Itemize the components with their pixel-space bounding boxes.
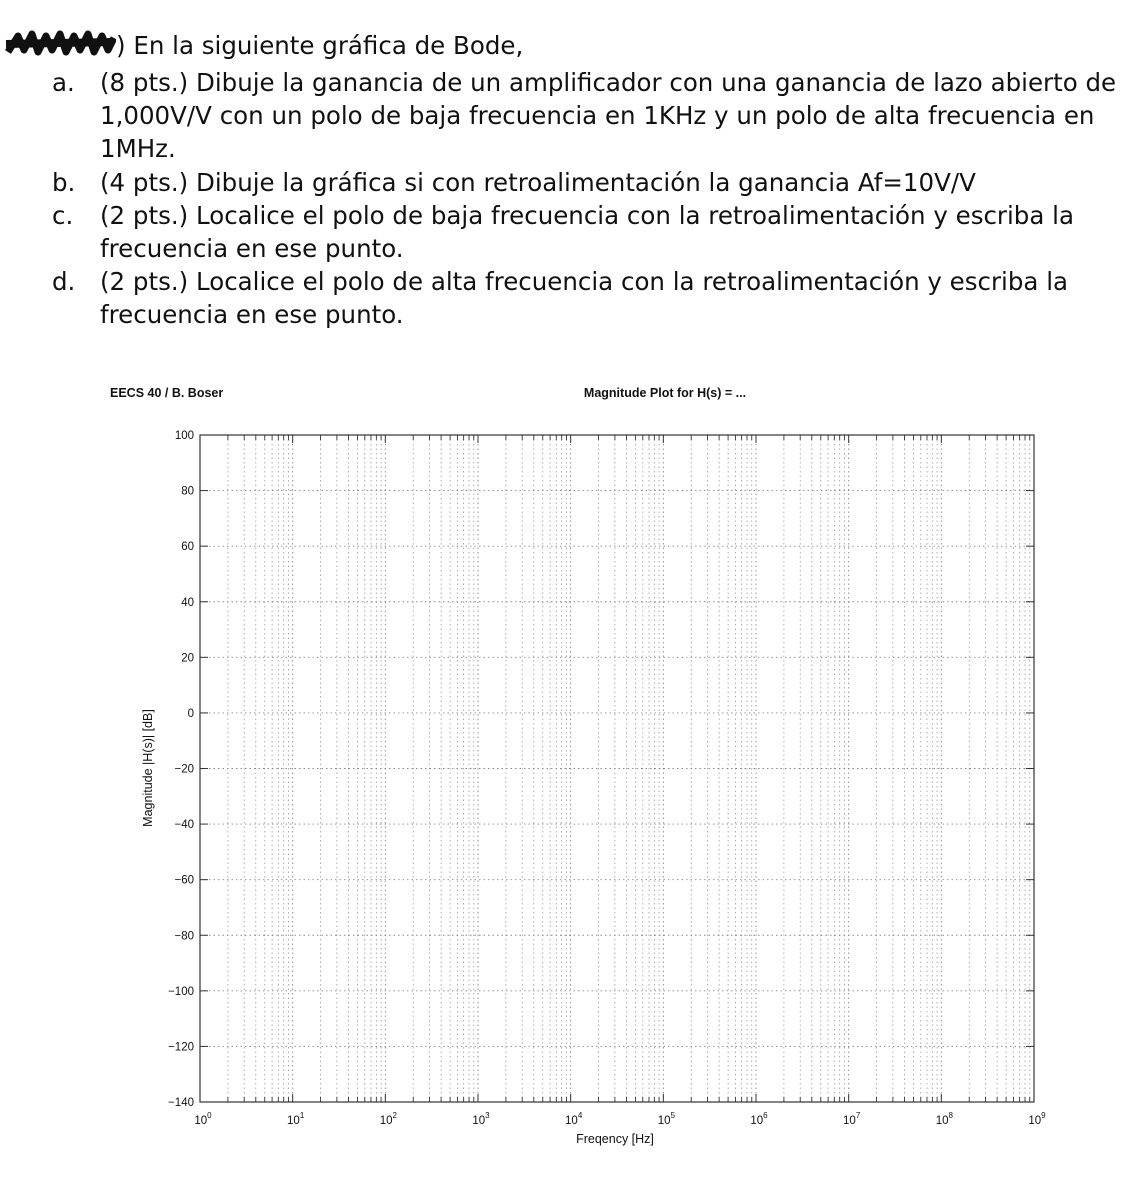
y-tick-label: 80 (181, 485, 194, 498)
y-tick-label: 100 (174, 430, 194, 442)
grid (200, 435, 1034, 1102)
bode-magnitude-chart (0, 370, 1144, 1170)
y-tick-label: 60 (181, 541, 194, 554)
y-tick-label: −60 (174, 874, 194, 887)
x-tick-label: $10^1$ (287, 1111, 305, 1127)
scribbled-out-number (4, 28, 116, 60)
x-tick-label: $10^3$ (472, 1111, 490, 1127)
item-text: (8 pts.) Dibuje la ganancia de un amplificador con una ganancia de lazo abierto de 1,000V/V con un polo de baja frecuencia en 1KHz y un polo de alta frecuencia en 1MHz. (100, 68, 1117, 163)
y-tick-label: 20 (181, 652, 194, 665)
chart-header-left: EECS 40 / B. Boser (110, 386, 224, 400)
y-tick-label: −100 (168, 985, 194, 998)
x-tick-label: $10^5$ (657, 1111, 675, 1127)
plot-frame (200, 435, 1034, 1102)
y-tick-label: −20 (174, 763, 194, 776)
y-tick-label: 40 (181, 596, 194, 609)
x-tick-label: $10^7$ (843, 1111, 861, 1127)
x-tick-label: $10^2$ (379, 1111, 397, 1127)
axes (168, 430, 1046, 1127)
item-text: (2 pts.) Localice el polo de baja frecuencia con la retroalimentación y escriba la frecuencia en ese punto. (100, 201, 1074, 263)
item-label: a. (52, 68, 75, 97)
chart-title: Magnitude Plot for H(s) = ... (583, 386, 747, 400)
x-tick-label: $10^4$ (565, 1111, 583, 1127)
item-text: (4 pts.) Dibuje la gráfica si con retroalimentación la ganancia Af=10V/V (100, 168, 976, 197)
item-text: (2 pts.) Localice el polo de alta frecuencia con la retroalimentación y escriba la frecuencia en ese punto. (100, 267, 1069, 329)
x-tick-label: $10^8$ (935, 1111, 953, 1127)
item-label: d. (52, 267, 76, 296)
x-tick-label: $10^6$ (750, 1111, 768, 1127)
x-axis-label: Freqency [Hz] (576, 1132, 654, 1146)
y-tick-label: −120 (168, 1041, 194, 1054)
x-tick-label: $10^9$ (1028, 1111, 1046, 1127)
y-tick-label: −140 (168, 1097, 194, 1109)
x-tick-label: $10^0$ (194, 1111, 212, 1127)
y-axis-label: Magnitude |H(s)| [dB] (141, 709, 155, 827)
y-tick-label: 0 (187, 707, 194, 720)
item-label: b. (52, 168, 76, 197)
question-intro: ) En la siguiente gráfica de Bode, (116, 31, 524, 60)
item-label: c. (52, 201, 74, 230)
question-heading (4, 28, 523, 62)
y-tick-label: −80 (174, 930, 194, 943)
y-tick-label: −40 (174, 819, 194, 832)
